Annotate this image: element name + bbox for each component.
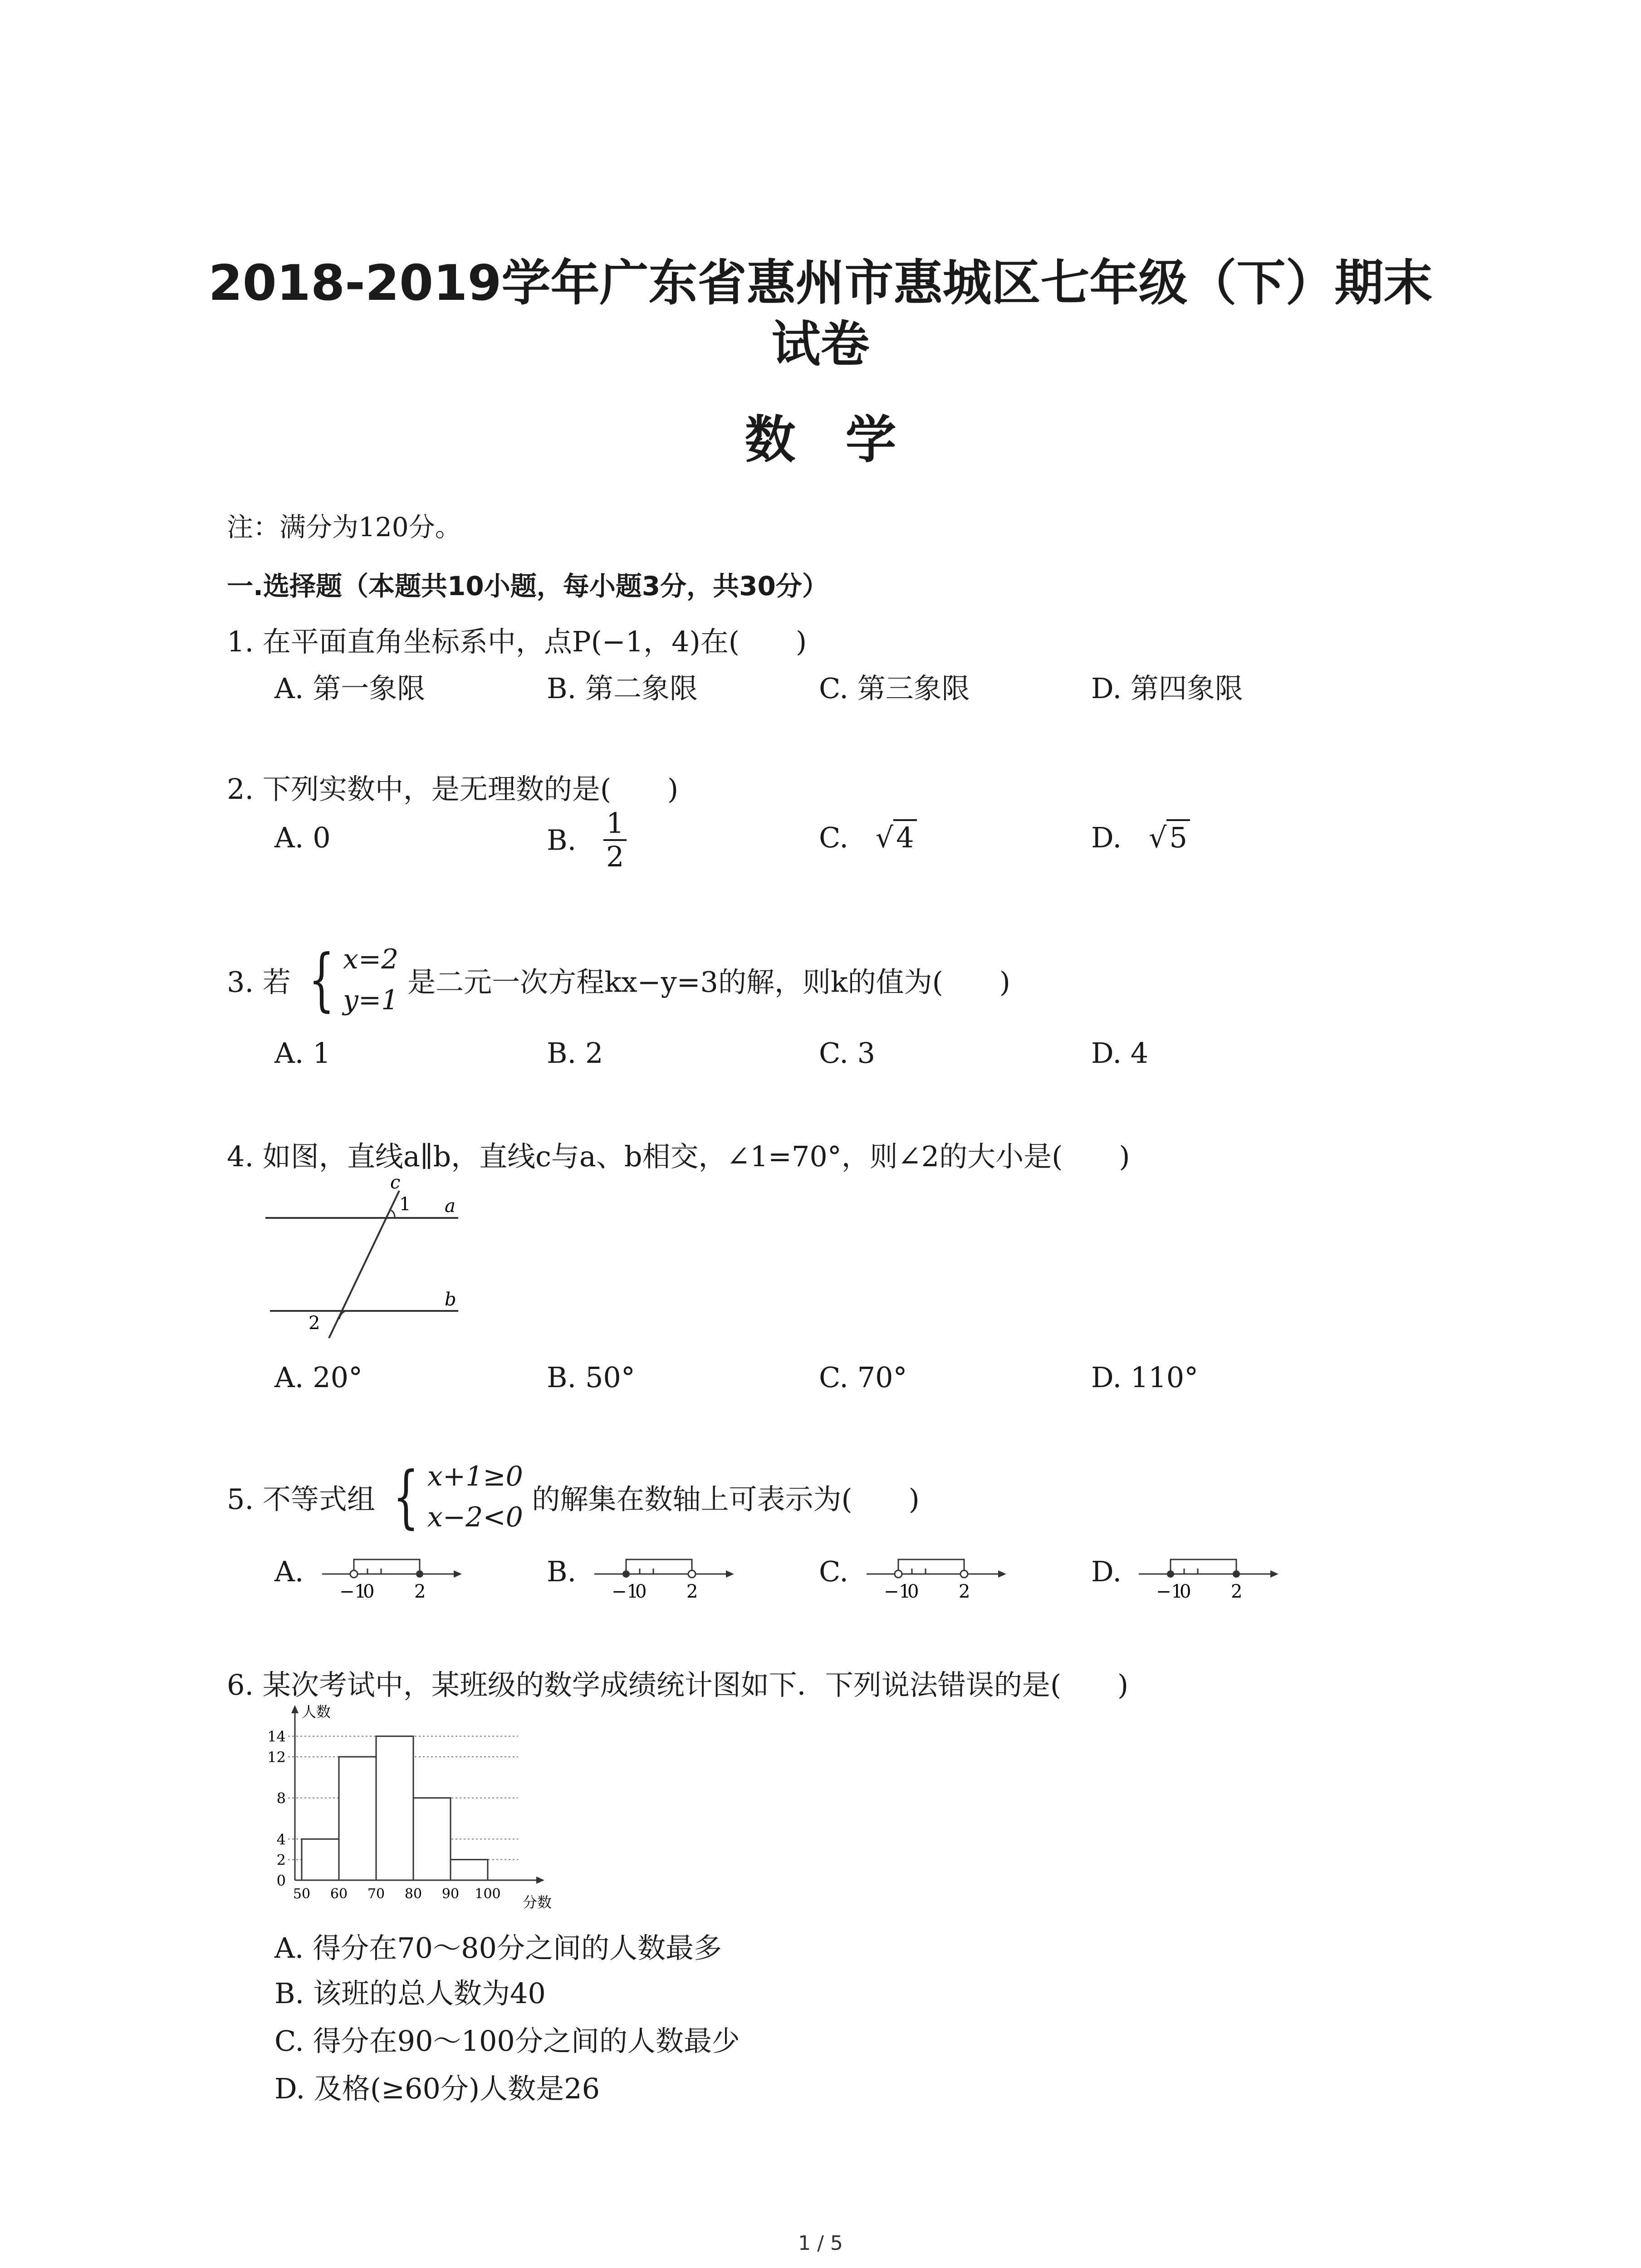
sqrt-symbol: √5: [1149, 821, 1190, 854]
tick-label-2: 2: [1231, 1581, 1243, 1602]
note: 注：满分为120分。: [227, 512, 461, 543]
closed-point: [1233, 1570, 1240, 1578]
bar-70-80: [376, 1736, 413, 1880]
question-4-stem: 4. 如图，直线a∥b，直线c与a、b相交，∠1=70°，则∠2的大小是( ): [227, 1140, 1130, 1173]
system-ineq-1: x+1≥0: [427, 1461, 523, 1492]
radicand: 5: [1166, 819, 1190, 854]
bar-60-70: [339, 1757, 376, 1880]
y-tick-label: 14: [267, 1728, 286, 1745]
x-tick-label: 80: [404, 1886, 422, 1902]
system-eq-2: y=1: [343, 984, 399, 1016]
q4-option-b: B. 50°: [547, 1361, 635, 1394]
closed-point: [622, 1570, 630, 1578]
system-eq-1: x=2: [343, 943, 399, 975]
q4-option-d: D. 110°: [1091, 1361, 1199, 1394]
tick-label-neg1: −1: [884, 1581, 911, 1602]
x-tick-label: 70: [367, 1886, 385, 1902]
tick-label-neg1: −1: [612, 1581, 638, 1602]
title-line-2: 试卷: [771, 316, 870, 373]
number-line-b: [590, 1547, 735, 1610]
y-tick-label: 0: [276, 1872, 286, 1889]
open-point: [895, 1570, 902, 1578]
y-tick-label: 2: [276, 1851, 286, 1869]
q3-suffix: 是二元一次方程kx−y=3的解，则k的值为( ): [407, 965, 1010, 999]
system-ineq-2: x−2<0: [427, 1501, 523, 1533]
open-point: [960, 1570, 968, 1578]
q6-option-b: B. 该班的总人数为40: [274, 1977, 546, 2010]
left-brace-icon: {: [308, 940, 334, 1019]
q5-option-b-label: B.: [547, 1555, 577, 1588]
fraction-denominator: 2: [606, 840, 624, 873]
q3-option-d: D. 4: [1091, 1036, 1149, 1070]
q5-option-c-label: C.: [819, 1555, 848, 1588]
label-a: a: [445, 1196, 456, 1217]
q6-option-d: D. 及格(≥60分)人数是26: [274, 2072, 600, 2105]
solution-bracket: [626, 1559, 692, 1574]
q4-option-a: A. 20°: [274, 1361, 363, 1394]
inequality-system: [384, 1456, 523, 1538]
page-number: 1 / 5: [798, 2232, 843, 2255]
q2-option-c-label: C.: [819, 821, 848, 854]
q5-option-a-label: A.: [274, 1555, 304, 1588]
equation-system: [300, 939, 399, 1021]
tick-label-2: 2: [414, 1581, 426, 1602]
section-heading: 一.选择题（本题共10小题，每小题3分，共30分）: [227, 571, 828, 601]
q2-option-a: A. 0: [274, 821, 331, 854]
q2-option-d-label: D.: [1091, 821, 1122, 854]
closed-point: [416, 1570, 423, 1578]
y-axis-arrow-icon: [291, 1705, 299, 1713]
label-angle-1: 1: [399, 1194, 411, 1215]
fraction-numerator: 1: [603, 807, 627, 841]
q3-option-a: A. 1: [274, 1036, 331, 1070]
q1-option-a: A. 第一象限: [274, 672, 426, 705]
x-axis-label: 分数: [523, 1894, 552, 1911]
open-point: [350, 1570, 358, 1578]
subject-heading: 数学: [745, 411, 946, 469]
bar-80-90: [413, 1798, 451, 1880]
x-tick-label: 100: [475, 1886, 501, 1902]
q5-prefix: 5. 不等式组: [227, 1482, 375, 1516]
number-line-c: [862, 1547, 1007, 1610]
x-tick-label: 50: [293, 1886, 311, 1902]
tick-label-2: 2: [686, 1581, 698, 1602]
question-6-stem: 6. 某次考试中，某班级的数学成绩统计图如下．下列说法错误的是( ): [227, 1668, 1129, 1701]
solution-bracket: [1171, 1559, 1236, 1574]
x-tick-label: 60: [330, 1886, 348, 1902]
y-axis-label: 人数: [302, 1703, 331, 1721]
bar-50-60: [302, 1839, 339, 1880]
tick-label-0: 0: [363, 1581, 375, 1602]
q4-option-c: C. 70°: [819, 1361, 907, 1394]
fraction-one-half: [603, 807, 627, 873]
score-histogram: [236, 1703, 581, 1912]
q6-option-a: A. 得分在70～80分之间的人数最多: [274, 1931, 722, 1965]
q1-option-c: C. 第三象限: [819, 672, 970, 705]
q1-option-b: B. 第二象限: [547, 672, 698, 705]
sqrt-symbol: √4: [876, 821, 917, 854]
bar-90-100: [451, 1860, 488, 1880]
parallel-lines-figure: [259, 1175, 467, 1347]
x-axis-arrow-icon: [536, 1877, 544, 1884]
q2-option-b: [547, 807, 627, 873]
question-5-stem: [227, 1456, 920, 1538]
q3-option-b: B. 2: [547, 1036, 603, 1070]
tick-label-0: 0: [907, 1581, 919, 1602]
question-2-stem: 2. 下列实数中，是无理数的是( ): [227, 772, 679, 806]
label-b: b: [445, 1289, 456, 1310]
tick-label-2: 2: [959, 1581, 970, 1602]
q2-option-d: [1091, 821, 1190, 854]
angle-1-arc: [391, 1210, 395, 1218]
question-1-stem: 1. 在平面直角坐标系中，点P(−1，4)在( ): [227, 625, 807, 658]
tick-label-neg1: −1: [339, 1581, 366, 1602]
y-tick-label: 8: [276, 1789, 286, 1807]
q6-option-c: C. 得分在90～100分之间的人数最少: [274, 2024, 740, 2058]
number-line-d: [1134, 1547, 1279, 1610]
title-line-1: 2018-2019学年广东省惠州市惠城区七年级（下）期末: [208, 255, 1433, 312]
radicand: 4: [893, 819, 916, 854]
q2-option-c: [819, 821, 917, 854]
y-tick-label: 4: [276, 1831, 286, 1848]
question-3-stem: [227, 939, 1010, 1021]
open-point: [688, 1570, 696, 1578]
tick-label-neg1: −1: [1156, 1581, 1183, 1602]
q3-option-c: C. 3: [819, 1036, 876, 1070]
closed-point: [1167, 1570, 1174, 1578]
q2-option-b-label: B.: [547, 823, 577, 857]
line-c: [329, 1191, 399, 1338]
angle-2-arc: [339, 1311, 346, 1319]
solution-bracket: [354, 1559, 420, 1574]
label-angle-2: 2: [309, 1313, 320, 1334]
y-tick-label: 12: [267, 1749, 286, 1766]
q5-suffix: 的解集在数轴上可表示为( ): [532, 1482, 920, 1516]
left-brace-icon: {: [392, 1457, 419, 1536]
q3-prefix: 3. 若: [227, 965, 291, 999]
q5-option-d-label: D.: [1091, 1555, 1122, 1588]
q1-option-d: D. 第四象限: [1091, 672, 1243, 705]
number-line-a: [318, 1547, 463, 1610]
x-tick-label: 90: [441, 1886, 460, 1902]
tick-label-0: 0: [635, 1581, 647, 1602]
solution-bracket: [898, 1559, 964, 1574]
tick-label-0: 0: [1180, 1581, 1191, 1602]
label-c: c: [390, 1175, 401, 1193]
